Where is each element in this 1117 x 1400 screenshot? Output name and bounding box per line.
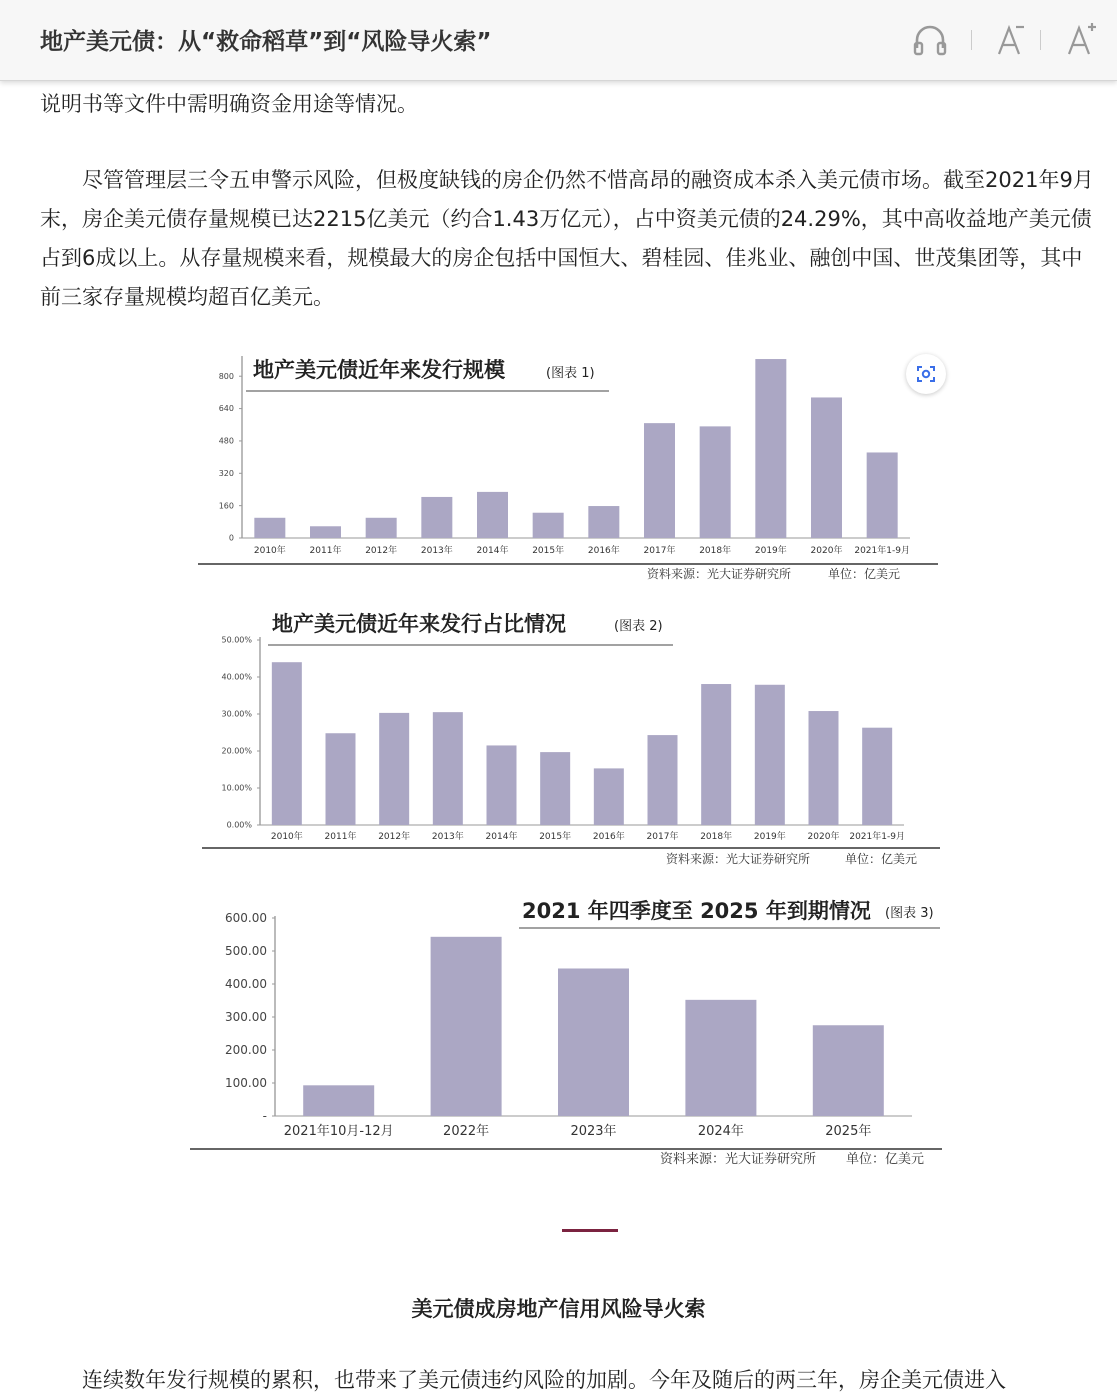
bar bbox=[862, 728, 892, 825]
bar bbox=[755, 685, 785, 825]
section-heading: 美元债成房地产信用风险导火索 bbox=[411, 1297, 706, 1321]
chart-title: 2021 年四季度至 2025 年到期情况 bbox=[522, 899, 871, 923]
bar bbox=[310, 526, 341, 538]
chart-source: 资料来源：光大证券研究所 bbox=[660, 1152, 817, 1167]
x-tick-label: 2011年 bbox=[309, 546, 342, 556]
bar bbox=[272, 662, 302, 825]
y-tick-label: 30.00% bbox=[221, 709, 252, 719]
x-tick-label: 2023年 bbox=[570, 1124, 617, 1139]
chart-source: 资料来源：光大证券研究所 bbox=[647, 567, 792, 581]
y-tick-label: 0 bbox=[228, 533, 234, 543]
y-tick-label: 800 bbox=[218, 371, 234, 381]
x-tick-label: 2016年 bbox=[587, 546, 620, 556]
chart-issuance-scale bbox=[198, 346, 938, 590]
x-tick-label: 2018年 bbox=[700, 832, 733, 842]
bar bbox=[685, 1000, 756, 1116]
x-tick-label: 2017年 bbox=[646, 832, 679, 842]
x-tick-label: 2019年 bbox=[753, 832, 786, 842]
y-tick-label: 0.00% bbox=[226, 820, 252, 830]
y-tick-label: 50.00% bbox=[221, 635, 252, 645]
y-tick-label: 640 bbox=[218, 404, 234, 414]
x-tick-label: 2012年 bbox=[365, 546, 398, 556]
x-tick-label: 2015年 bbox=[539, 832, 572, 842]
y-tick-label: 40.00% bbox=[221, 672, 252, 682]
y-tick-label: 500.00 bbox=[225, 944, 267, 958]
chart-unit: 单位：亿美元 bbox=[828, 567, 901, 581]
font-decrease-icon[interactable] bbox=[993, 18, 1033, 62]
bar bbox=[811, 397, 842, 538]
scan-icon bbox=[906, 354, 946, 394]
y-tick-label: 320 bbox=[218, 468, 234, 478]
x-tick-label: 2013年 bbox=[431, 832, 464, 842]
bar bbox=[540, 752, 570, 825]
x-tick-label: 2025年 bbox=[825, 1124, 872, 1139]
top-bar bbox=[0, 0, 1117, 81]
y-tick-label: 20.00% bbox=[221, 746, 252, 756]
chart-unit: 单位：亿美元 bbox=[846, 1152, 925, 1167]
bar bbox=[813, 1025, 884, 1116]
x-tick-label: 2014年 bbox=[485, 832, 518, 842]
bar bbox=[303, 1085, 374, 1116]
chart-title-note: (图表 2) bbox=[614, 619, 663, 634]
bar bbox=[644, 423, 675, 538]
bar bbox=[755, 359, 786, 538]
paragraph: 尽管管理层三令五申警示风险，但极度缺钱的房企仍然不惜高昂的融资成本杀入美元债市场。截至2021年9月末，房企美元债存量规模已达2215亿美元（约合1.43万亿元），占中资美元债的24.29%，其中高收益地产美元债占到6成以上。从存量规模来看，规模最大的房企包括中国恒大、碧桂园、佳兆业、融创中国、世茂集团等，其中前三家存量规模均超百亿美元。 bbox=[40, 168, 1094, 309]
toolbar-divider bbox=[1040, 30, 1041, 50]
bar bbox=[326, 733, 356, 825]
image-scan-button[interactable] bbox=[906, 354, 946, 394]
x-tick-label: 2020年 bbox=[807, 832, 840, 842]
chart-title: 地产美元债近年来发行占比情况 bbox=[272, 612, 566, 636]
x-tick-label: 2021年1-9月 bbox=[849, 832, 905, 842]
y-tick-label: 100.00 bbox=[225, 1076, 267, 1090]
font-increase-icon[interactable] bbox=[1064, 18, 1104, 62]
y-tick-label: - bbox=[262, 1109, 267, 1123]
x-tick-label: 2020年 bbox=[810, 546, 843, 556]
bar bbox=[379, 713, 409, 825]
article-title: 地产美元债：从“救命稻草”到“风险导火索” bbox=[40, 29, 492, 55]
y-tick-label: 400.00 bbox=[225, 977, 267, 991]
x-tick-label: 2024年 bbox=[697, 1124, 744, 1139]
chart-maturity-schedule bbox=[190, 888, 942, 1170]
x-tick-label: 2012年 bbox=[378, 832, 411, 842]
y-tick-label: 300.00 bbox=[225, 1010, 267, 1024]
x-tick-label: 2019年 bbox=[754, 546, 787, 556]
bar bbox=[588, 506, 619, 538]
x-tick-label: 2014年 bbox=[476, 546, 509, 556]
chart-source: 资料来源：光大证券研究所 bbox=[666, 852, 811, 866]
paragraph: 说明书等文件中需明确资金用途等情况。 bbox=[40, 92, 418, 116]
x-tick-label: 2015年 bbox=[532, 546, 565, 556]
bar bbox=[487, 745, 517, 825]
x-tick-label: 2011年 bbox=[324, 832, 357, 842]
toolbar-divider bbox=[971, 30, 972, 50]
x-tick-label: 2013年 bbox=[420, 546, 453, 556]
chart-issuance-share bbox=[200, 600, 940, 875]
x-tick-label: 2021年10月-12月 bbox=[283, 1124, 394, 1139]
bar bbox=[477, 492, 508, 538]
chart-title-note: (图表 1) bbox=[546, 366, 595, 381]
chart-title-note: (图表 3) bbox=[885, 906, 934, 921]
y-tick-label: 200.00 bbox=[225, 1043, 267, 1057]
bar bbox=[421, 497, 452, 538]
y-tick-label: 160 bbox=[218, 501, 234, 511]
x-tick-label: 2016年 bbox=[592, 832, 625, 842]
x-tick-label: 2017年 bbox=[643, 546, 676, 556]
bar bbox=[701, 684, 731, 825]
paragraph: 连续数年发行规模的累积，也带来了美元债违约风险的加剧。今年及随后的两三年，房企美元债进入 bbox=[82, 1368, 1006, 1392]
bar bbox=[433, 712, 463, 825]
bar bbox=[366, 518, 397, 538]
y-tick-label: 480 bbox=[218, 436, 234, 446]
x-tick-label: 2018年 bbox=[699, 546, 732, 556]
x-tick-label: 2010年 bbox=[253, 546, 286, 556]
bar bbox=[648, 735, 678, 825]
bar bbox=[431, 937, 502, 1116]
bar bbox=[558, 968, 629, 1116]
x-tick-label: 2022年 bbox=[443, 1124, 490, 1139]
x-tick-label: 2021年1-9月 bbox=[854, 546, 910, 556]
bar bbox=[867, 452, 898, 538]
bar bbox=[254, 518, 285, 538]
bar bbox=[700, 426, 731, 538]
section-divider bbox=[562, 1229, 618, 1232]
y-tick-label: 10.00% bbox=[221, 783, 252, 793]
x-tick-label: 2010年 bbox=[270, 832, 303, 842]
chart-unit: 单位：亿美元 bbox=[845, 852, 918, 866]
headphones-icon[interactable] bbox=[910, 18, 950, 62]
bar bbox=[809, 711, 839, 825]
bar bbox=[594, 768, 624, 825]
y-tick-label: 600.00 bbox=[225, 911, 267, 925]
chart-title: 地产美元债近年来发行规模 bbox=[253, 358, 505, 382]
bar bbox=[533, 513, 564, 538]
